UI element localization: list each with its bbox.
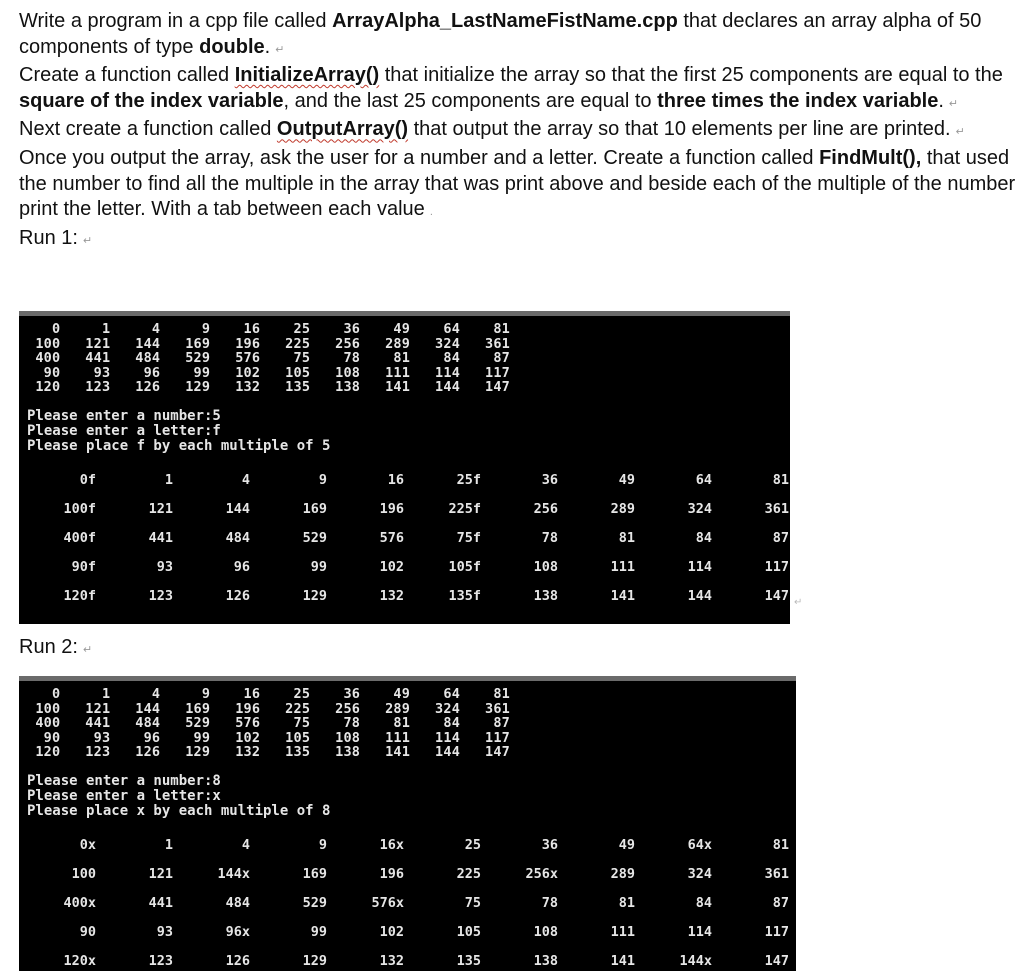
grid-cell: 78 — [541, 529, 558, 546]
grid-row — [19, 523, 790, 552]
grid-row — [19, 830, 796, 859]
grid-cell: 93 — [156, 923, 173, 940]
prompt-line: Please enter a number:5 — [27, 407, 221, 424]
p3-text-a: Next create a function called — [19, 118, 277, 141]
grid-cell: 16 — [387, 471, 404, 488]
compact-row: 90 93 96 99 102 105 108 111 114 117 — [27, 729, 511, 746]
tabbed-output-grid — [19, 830, 796, 975]
grid-cell: 441 — [148, 894, 173, 911]
grid-cell: 75f — [456, 529, 481, 546]
grid-cell: 361 — [764, 865, 789, 882]
p2-text-e: , and the last 25 components are equal to — [283, 89, 658, 112]
compact-row: 120 123 126 129 132 135 138 141 144 147 — [27, 379, 511, 396]
grid-cell: 4 — [241, 836, 250, 853]
grid-cell: 25 — [464, 836, 481, 853]
compact-row: 400 441 484 529 576 75 78 81 84 87 — [27, 715, 511, 732]
compact-row: 400 441 484 529 576 75 78 81 84 87 — [27, 350, 511, 367]
grid-cell: 84 — [695, 894, 712, 911]
run-2-label — [19, 636, 92, 659]
grid-cell: 75 — [464, 894, 481, 911]
initialize-array-fn: InitializeArray() — [234, 64, 380, 87]
output-array-fn: OutputArray() — [276, 118, 409, 141]
grid-cell: 111 — [610, 923, 635, 940]
grid-cell: 144x — [217, 865, 250, 882]
p1-text-e: . — [264, 35, 271, 58]
grid-cell: 169 — [302, 865, 327, 882]
grid-cell: 36 — [541, 471, 558, 488]
grid-cell: 100 — [71, 865, 96, 882]
prompt-line: Please enter a letter:f — [27, 422, 221, 439]
grid-cell: 529 — [302, 894, 327, 911]
grid-cell: 129 — [302, 952, 327, 969]
compact-row: 100 121 144 169 196 225 256 289 324 361 — [27, 700, 511, 717]
grid-cell: 120x — [63, 952, 96, 969]
grid-cell: 484 — [225, 529, 250, 546]
p2-text-g: . — [938, 89, 944, 112]
grid-cell: 87 — [772, 529, 789, 546]
paragraph-4 — [19, 146, 1019, 226]
paragraph-mark-icon: . — [429, 206, 433, 219]
prompt-line: Please place f by each multiple of 5 — [27, 437, 331, 454]
grid-cell: 120f — [63, 587, 96, 604]
paragraph-1 — [19, 9, 1019, 63]
grid-cell: 93 — [156, 558, 173, 575]
type-double-bold: double — [199, 35, 265, 58]
grid-cell: 102 — [379, 558, 404, 575]
grid-cell: 25f — [456, 471, 481, 488]
grid-cell: 111 — [610, 558, 635, 575]
compact-row: 120 123 126 129 132 135 138 141 144 147 — [27, 744, 511, 761]
grid-row — [19, 581, 790, 610]
grid-cell: 0x — [79, 836, 96, 853]
prompt-line: Please enter a number:8 — [27, 772, 221, 789]
paragraph-mark-icon: ↵ — [82, 644, 93, 656]
grid-cell: 9 — [318, 471, 327, 488]
grid-cell: 144 — [225, 500, 250, 517]
grid-cell: 225 — [456, 865, 481, 882]
p2-text-c: that initialize the array so that the first 25 components are equal to the — [379, 64, 1003, 87]
compact-output — [19, 316, 790, 395]
find-mult-fn: FindMult(), — [819, 146, 922, 169]
grid-cell: 529 — [302, 529, 327, 546]
grid-cell: 108 — [533, 558, 558, 575]
grid-cell: 121 — [148, 500, 173, 517]
grid-row — [19, 917, 796, 946]
paragraph-mark-icon: ↵ — [948, 97, 959, 110]
grid-cell: 129 — [302, 587, 327, 604]
grid-cell: 141 — [610, 952, 635, 969]
grid-cell: 225f — [448, 500, 481, 517]
compact-output — [19, 681, 796, 760]
filename-bold: ArrayAlpha_LastNameFistName.cpp — [332, 10, 678, 32]
prompt-line: Please place x by each multiple of 8 — [27, 802, 331, 819]
p1-text-a: Write a program in a cpp file called — [19, 10, 333, 32]
grid-cell: 400f — [63, 529, 96, 546]
grid-cell: 84 — [695, 529, 712, 546]
assignment-instructions — [19, 9, 1019, 254]
grid-cell: 289 — [610, 500, 635, 517]
grid-cell: 132 — [379, 587, 404, 604]
grid-cell: 117 — [764, 558, 789, 575]
p1-text-c: that declares an array alpha of 50 components of type — [19, 10, 982, 58]
grid-cell: 400x — [63, 894, 96, 911]
grid-cell: 49 — [618, 836, 635, 853]
grid-cell: 147 — [764, 952, 789, 969]
grid-cell: 441 — [148, 529, 173, 546]
p4-text-c: that used the number to find all the multiple in the array that was print above and beside each of the multiple of the number print the letter. With a tab between each value — [19, 146, 1016, 221]
compact-row: 90 93 96 99 102 105 108 111 114 117 — [27, 364, 511, 381]
grid-cell: 36 — [541, 836, 558, 853]
grid-cell: 78 — [541, 894, 558, 911]
grid-cell: 361 — [764, 500, 789, 517]
grid-cell: 324 — [687, 865, 712, 882]
square-index-bold: square of the index variable — [19, 89, 284, 112]
grid-cell: 105f — [448, 558, 481, 575]
grid-cell: 123 — [148, 952, 173, 969]
grid-cell: 147 — [764, 587, 789, 604]
grid-cell: 169 — [302, 500, 327, 517]
grid-cell: 121 — [148, 865, 173, 882]
run-1-label — [19, 226, 1019, 255]
grid-cell: 256x — [525, 865, 558, 882]
three-times-bold: three times the index variable — [657, 89, 939, 112]
grid-cell: 1 — [164, 836, 173, 853]
grid-cell: 126 — [225, 587, 250, 604]
grid-cell: 138 — [533, 952, 558, 969]
grid-cell: 81 — [618, 529, 635, 546]
grid-cell: 144 — [687, 587, 712, 604]
grid-cell: 87 — [772, 894, 789, 911]
paragraph-mark-icon: ↵ — [275, 43, 285, 56]
cursor-mark-icon: ↵ — [794, 597, 803, 608]
console-screenshot-run-2 — [19, 676, 796, 971]
grid-cell: 81 — [772, 471, 789, 488]
grid-cell: 90 — [79, 923, 96, 940]
paragraph-mark-icon: ↵ — [955, 126, 965, 139]
grid-cell: 135f — [448, 587, 481, 604]
run-2-label-text: Run 2: — [19, 636, 78, 658]
grid-cell: 102 — [379, 923, 404, 940]
grid-cell: 132 — [379, 952, 404, 969]
console-screenshot-run-1 — [19, 311, 790, 624]
p4-text-a: Once you output the array, ask the user for a number and a letter. Create a function called — [19, 146, 820, 169]
grid-cell: 196 — [379, 500, 404, 517]
grid-row — [19, 859, 796, 888]
grid-cell: 64x — [687, 836, 712, 853]
p3-text-c: that output the array so that 10 elements per line are printed. — [408, 118, 951, 141]
grid-cell: 117 — [764, 923, 789, 940]
grid-cell: 114 — [687, 558, 712, 575]
grid-cell: 108 — [533, 923, 558, 940]
grid-cell: 576 — [379, 529, 404, 546]
grid-cell: 0f — [79, 471, 96, 488]
grid-row — [19, 888, 796, 917]
grid-row — [19, 494, 790, 523]
grid-cell: 90f — [71, 558, 96, 575]
prompt-line: Please enter a letter:x — [27, 787, 221, 804]
prompt-lines — [19, 395, 790, 453]
run-1-label-text: Run 1: — [19, 226, 78, 249]
grid-cell: 96x — [225, 923, 250, 940]
grid-cell: 289 — [610, 865, 635, 882]
compact-row: 0 1 4 9 16 25 36 49 64 81 — [27, 321, 511, 337]
tabbed-output-grid — [19, 465, 790, 610]
grid-cell: 324 — [687, 500, 712, 517]
grid-row — [19, 552, 790, 581]
grid-cell: 256 — [533, 500, 558, 517]
grid-cell: 138 — [533, 587, 558, 604]
paragraph-3 — [19, 117, 1019, 146]
grid-row — [19, 465, 790, 494]
grid-cell: 576x — [371, 894, 404, 911]
compact-row: 100 121 144 169 196 225 256 289 324 361 — [27, 335, 511, 352]
grid-cell: 96 — [233, 558, 250, 575]
grid-cell: 105 — [456, 923, 481, 940]
grid-cell: 123 — [148, 587, 173, 604]
grid-cell: 64 — [695, 471, 712, 488]
grid-cell: 100f — [63, 500, 96, 517]
grid-cell: 144x — [679, 952, 712, 969]
grid-cell: 49 — [618, 471, 635, 488]
grid-cell: 484 — [225, 894, 250, 911]
grid-cell: 114 — [687, 923, 712, 940]
grid-cell: 135 — [456, 952, 481, 969]
prompt-lines — [19, 760, 796, 818]
grid-cell: 9 — [318, 836, 327, 853]
p2-text-a: Create a function called — [19, 64, 235, 87]
grid-cell: 99 — [310, 558, 327, 575]
grid-cell: 141 — [610, 587, 635, 604]
grid-cell: 16x — [379, 836, 404, 853]
grid-cell: 1 — [164, 471, 173, 488]
grid-cell: 4 — [241, 471, 250, 488]
grid-cell: 81 — [618, 894, 635, 911]
grid-cell: 196 — [379, 865, 404, 882]
paragraph-2 — [19, 63, 1019, 117]
compact-row: 0 1 4 9 16 25 36 49 64 81 — [27, 686, 511, 702]
grid-cell: 99 — [310, 923, 327, 940]
grid-cell: 126 — [225, 952, 250, 969]
paragraph-mark-icon: ↵ — [82, 234, 93, 247]
grid-cell: 81 — [772, 836, 789, 853]
